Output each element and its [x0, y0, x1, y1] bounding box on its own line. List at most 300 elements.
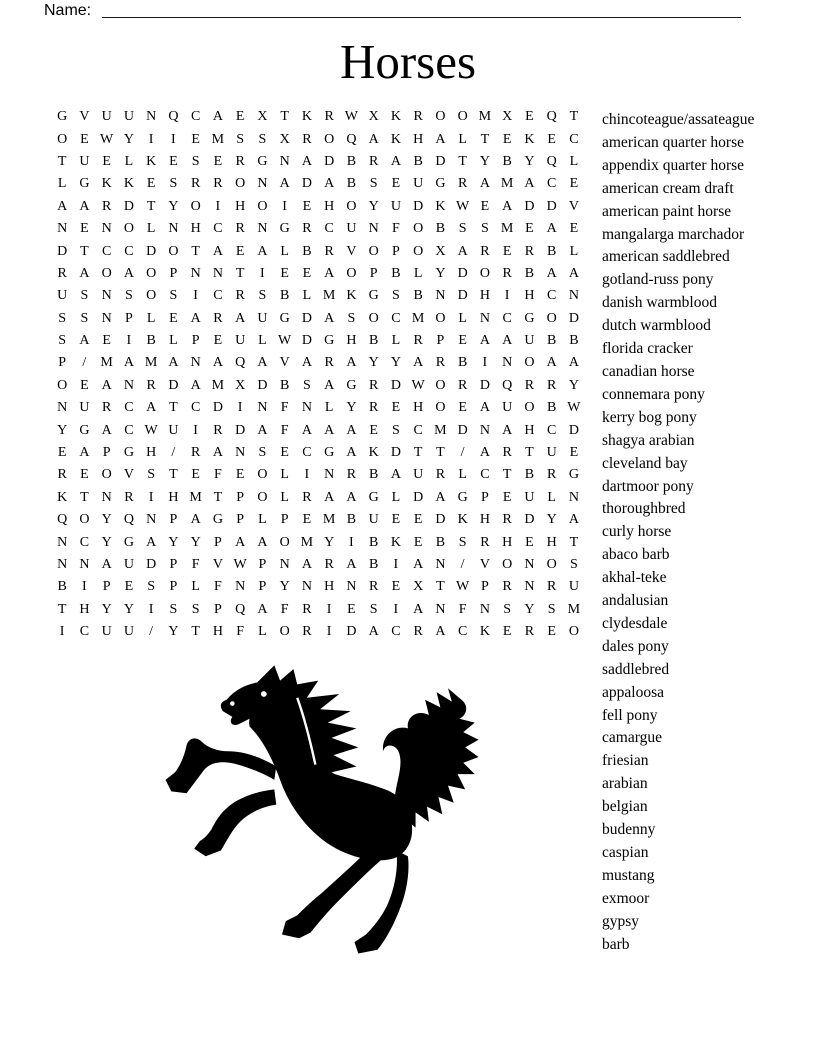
grid-cell: B [524, 265, 535, 281]
grid-cell: O [457, 109, 468, 125]
grid-cell: U [79, 400, 90, 416]
grid-cell: E [525, 109, 534, 125]
word-list-item: fell pony [602, 706, 658, 724]
grid-cell: T [280, 109, 289, 125]
grid-cell: E [57, 445, 67, 461]
grid-cell: N [301, 400, 312, 416]
grid-cell: E [146, 176, 156, 192]
grid-cell: A [324, 377, 335, 393]
grid-cell: C [190, 400, 201, 416]
grid-cell: S [503, 601, 512, 617]
grid-cell: E [302, 512, 312, 528]
grid-cell: A [457, 243, 468, 259]
grid-cell: T [569, 109, 579, 125]
grid-cell: R [502, 579, 512, 595]
grid-cell: E [280, 445, 289, 461]
grid-cell: E [302, 265, 312, 281]
grid-cell: I [282, 198, 287, 214]
grid-cell: T [191, 624, 200, 640]
grid-cell: R [480, 243, 490, 259]
grid-cell: I [215, 198, 221, 214]
grid-cell: D [324, 153, 335, 169]
grid-cell: A [546, 221, 557, 237]
grid-cell: B [346, 153, 357, 169]
grid-cell: C [391, 310, 401, 326]
grid-cell: X [279, 131, 290, 147]
grid-cell: W [233, 557, 247, 572]
grid-cell: R [190, 445, 201, 461]
grid-cell: D [235, 422, 246, 438]
grid-cell: C [302, 445, 312, 461]
grid-cell: U [235, 333, 246, 349]
grid-cell: G [368, 288, 379, 304]
grid-cell: R [213, 310, 223, 326]
grid-cell: O [568, 624, 579, 640]
grid-cell: U [57, 288, 68, 304]
grid-cell: A [479, 445, 490, 461]
grid-cell: E [102, 333, 111, 349]
grid-cell: N [57, 221, 68, 237]
grid-cell: A [257, 243, 268, 259]
grid-cell: G [346, 377, 357, 393]
grid-cell: L [280, 489, 289, 505]
grid-cell: P [391, 243, 400, 259]
grid-cell: Y [524, 153, 535, 169]
grid-cell: I [193, 288, 198, 304]
grid-cell: R [235, 288, 245, 304]
grid-cell: Q [57, 512, 68, 528]
grid-cell: F [213, 579, 222, 595]
grid-cell: M [100, 355, 113, 371]
grid-cell: G [568, 467, 579, 483]
grid-cell: C [124, 243, 134, 259]
grid-cell: D [168, 377, 179, 393]
grid-cell: I [326, 601, 332, 617]
grid-cell: O [279, 534, 290, 550]
grid-cell: R [480, 534, 490, 550]
grid-cell: U [546, 445, 557, 461]
grid-cell: L [146, 310, 156, 326]
grid-cell: R [302, 489, 312, 505]
grid-cell: O [368, 310, 379, 326]
grid-cell: E [458, 400, 467, 416]
grid-cell: E [80, 221, 89, 237]
grid-cell: E [480, 198, 490, 214]
word-list-item: dales pony [602, 637, 669, 655]
word-list-item: camargue [602, 729, 662, 747]
grid-cell: A [257, 355, 268, 371]
word-list-item: american quarter horse [602, 133, 745, 151]
grid-cell: S [458, 534, 467, 550]
grid-cell: C [391, 624, 401, 640]
grid-cell: A [324, 422, 335, 438]
grid-cell: S [369, 601, 378, 617]
grid-cell: D [479, 377, 490, 393]
grid-cell: I [393, 557, 399, 572]
grid-cell: B [435, 534, 446, 550]
grid-cell: Q [123, 512, 134, 528]
grid-cell: D [457, 265, 468, 281]
grid-cell: L [413, 265, 423, 281]
grid-cell: A [212, 109, 223, 125]
grid-cell: H [413, 400, 424, 416]
grid-cell: C [213, 221, 223, 237]
grid-cell: V [79, 109, 90, 125]
grid-cell: R [546, 377, 557, 393]
word-list-item: budenny [602, 821, 656, 839]
grid-cell: M [211, 377, 225, 393]
grid-cell: L [302, 288, 312, 304]
word-list-item: clydesdale [602, 614, 668, 632]
grid-cell: M [478, 109, 492, 125]
grid-cell: L [57, 176, 67, 192]
grid-cell: I [148, 489, 154, 505]
grid-cell: I [59, 624, 65, 640]
word-list-item: appaloosa [602, 683, 664, 701]
grid-cell: N [279, 153, 290, 169]
grid-cell: A [79, 333, 90, 349]
grid-cell: N [212, 265, 223, 281]
grid-cell: R [502, 445, 512, 461]
grid-cell: B [435, 221, 446, 237]
grid-cell: P [236, 489, 245, 505]
grid-cell: Y [168, 624, 179, 640]
grid-cell: L [391, 333, 401, 349]
grid-cell: Y [546, 512, 557, 528]
grid-cell: Q [502, 377, 513, 393]
grid-cell: A [479, 400, 490, 416]
grid-cell: S [191, 601, 200, 617]
grid-cell: D [435, 512, 446, 528]
grid-cell: S [124, 288, 133, 304]
grid-cell: O [57, 377, 68, 393]
grid-cell: N [146, 109, 157, 125]
grid-cell: P [213, 534, 222, 550]
grid-cell: T [146, 198, 156, 214]
grid-cell: M [322, 288, 336, 304]
grid-cell: T [80, 489, 89, 505]
grid-cell: B [569, 333, 579, 349]
grid-cell: E [502, 489, 512, 505]
grid-cell: B [546, 333, 557, 349]
horse-front-leg-lower [194, 789, 276, 856]
grid-cell: G [79, 422, 90, 438]
grid-cell: S [191, 153, 200, 169]
grid-cell: T [80, 243, 89, 259]
grid-cell: I [148, 601, 154, 617]
grid-cell: L [280, 467, 289, 483]
grid-cell: C [79, 624, 90, 640]
grid-cell: A [546, 265, 557, 281]
grid-cell: T [436, 579, 445, 595]
grid-cell: P [169, 265, 178, 281]
grid-cell: P [169, 579, 178, 595]
grid-cell: N [168, 221, 179, 237]
grid-cell: T [502, 467, 512, 483]
grid-cell: P [258, 557, 267, 572]
grid-cell: N [190, 265, 201, 281]
grid-cell: Y [190, 534, 201, 550]
grid-cell: E [369, 422, 378, 438]
grid-cell: O [502, 557, 513, 572]
grid-cell: S [347, 310, 356, 326]
grid-cell: U [502, 400, 513, 416]
grid-cell: N [101, 310, 112, 326]
grid-cell: V [212, 557, 223, 572]
grid-cell: R [546, 467, 557, 483]
grid-cell: R [235, 221, 245, 237]
grid-cell: H [212, 624, 223, 640]
word-list-item: gotland-russ pony [602, 271, 714, 289]
grid-cell: W [456, 579, 470, 595]
grid-cell: A [479, 333, 490, 349]
grid-cell: K [524, 131, 535, 147]
grid-cell: T [169, 400, 178, 416]
grid-cell: Q [546, 153, 557, 169]
grid-cell: S [480, 221, 489, 237]
grid-cell: N [479, 310, 490, 326]
grid-cell: P [480, 489, 489, 505]
grid-cell: B [346, 512, 357, 528]
grid-cell: X [435, 243, 446, 259]
grid-cell: F [458, 601, 467, 617]
grid-cell: G [457, 489, 468, 505]
word-list-item: caspian [602, 844, 649, 861]
grid-cell: A [390, 153, 401, 169]
grid-cell: R [413, 624, 423, 640]
grid-cell: D [390, 445, 401, 461]
grid-cell: R [524, 243, 535, 259]
grid-cell: A [235, 534, 246, 550]
grid-cell: E [213, 153, 223, 169]
grid-cell: P [280, 512, 289, 528]
grid-cell: A [413, 355, 424, 371]
grid-cell: K [146, 153, 157, 169]
grid-cell: N [79, 557, 90, 572]
word-list-item: belgian [602, 798, 648, 816]
grid-cell: O [524, 355, 535, 371]
grid-cell: C [79, 534, 90, 550]
grid-cell: X [368, 109, 379, 125]
grid-cell: R [302, 624, 312, 640]
name-label: Name: [44, 2, 92, 19]
grid-cell: C [457, 624, 468, 640]
grid-cell: W [411, 377, 425, 393]
grid-cell: O [101, 467, 112, 483]
grid-cell: Y [346, 400, 357, 416]
grid-cell: T [525, 445, 534, 461]
grid-cell: Y [168, 198, 179, 214]
grid-cell: A [101, 422, 112, 438]
grid-cell: S [569, 557, 578, 572]
grid-cell: A [324, 489, 335, 505]
grid-cell: A [257, 601, 268, 617]
horse-front-leg-upper [166, 738, 277, 793]
grid-cell: S [302, 377, 311, 393]
grid-cell: O [57, 131, 68, 147]
grid-cell: R [101, 198, 112, 214]
grid-cell: O [435, 310, 446, 326]
grid-cell: Q [235, 601, 246, 617]
grid-cell: O [435, 109, 446, 125]
grid-cell: N [257, 400, 268, 416]
grid-cell: Y [101, 512, 112, 528]
grid-cell: E [302, 198, 312, 214]
grid-cell: W [144, 422, 158, 438]
word-list-item: chincoteague/assateague [602, 111, 755, 128]
grid-cell: E [391, 512, 401, 528]
grid-cell: E [80, 377, 89, 393]
grid-cell: R [302, 221, 312, 237]
grid-cell: U [123, 624, 134, 640]
grid-cell: C [546, 422, 557, 438]
grid-cell: Y [101, 534, 112, 550]
grid-cell: K [435, 198, 446, 214]
grid-cell: I [260, 265, 265, 281]
grid-cell: O [279, 624, 290, 640]
grid-cell: R [524, 377, 535, 393]
grid-cell: O [190, 198, 201, 214]
grid-cell: A [324, 265, 335, 281]
grid-cell: G [368, 489, 379, 505]
grid-cell: E [413, 512, 423, 528]
grid-cell: S [58, 333, 67, 349]
grid-cell: S [169, 176, 178, 192]
grid-cell: A [368, 131, 379, 147]
grid-cell: N [257, 221, 268, 237]
grid-cell: Y [524, 601, 535, 617]
grid-cell: K [390, 131, 401, 147]
horse-silhouette-image [156, 658, 490, 980]
grid-cell: C [546, 176, 557, 192]
grid-cell: B [57, 579, 67, 595]
grid-cell: P [58, 355, 67, 371]
grid-cell: E [502, 243, 512, 259]
grid-cell: D [568, 310, 579, 326]
grid-cell: E [80, 467, 89, 483]
grid-cell: C [190, 109, 201, 125]
grid-cell: T [480, 131, 490, 147]
grid-cell: A [301, 355, 312, 371]
grid-cell: G [79, 176, 90, 192]
grid-cell: P [169, 512, 178, 528]
grid-cell: G [123, 445, 134, 461]
grid-cell: L [569, 243, 579, 259]
grid-cell: S [258, 445, 267, 461]
word-list [602, 109, 812, 957]
grid-cell: N [435, 601, 446, 617]
grid-cell: U [413, 467, 424, 483]
grid-cell: E [235, 467, 245, 483]
grid-cell: E [525, 221, 534, 237]
grid-cell: A [546, 355, 557, 371]
grid-cell: A [413, 601, 424, 617]
grid-cell: B [413, 288, 423, 304]
grid-cell: L [458, 131, 467, 147]
grid-cell: A [212, 243, 223, 259]
grid-cell: R [457, 176, 468, 192]
grid-cell: L [124, 153, 134, 169]
grid-cell: N [190, 355, 201, 371]
grid-cell: D [301, 310, 312, 326]
grid-cell: I [171, 131, 176, 147]
grid-cell: A [79, 445, 90, 461]
grid-cell: R [368, 377, 379, 393]
grid-cell: P [102, 579, 111, 595]
grid-cell: O [413, 243, 424, 259]
word-list-item: mustang [602, 866, 655, 884]
grid-cell: D [212, 400, 223, 416]
grid-cell: O [79, 512, 90, 528]
grid-cell: C [480, 467, 490, 483]
word-list-item: dutch warmblood [602, 317, 711, 335]
word-list-item: cleveland bay [602, 454, 688, 472]
grid-cell: K [390, 109, 401, 125]
grid-cell: P [191, 333, 200, 349]
grid-cell: K [346, 288, 357, 304]
grid-cell: T [235, 265, 245, 281]
grid-cell: N [57, 557, 68, 572]
grid-cell: Y [568, 377, 579, 393]
grid-cell: O [346, 198, 357, 214]
grid-cell: E [569, 221, 579, 237]
grid-cell: Y [101, 601, 112, 617]
grid-cell: Y [123, 131, 134, 147]
word-list-item: dartmoor pony [602, 477, 694, 495]
grid-cell: Q [346, 131, 357, 147]
grid-cell: G [257, 153, 268, 169]
grid-cell: / [82, 355, 87, 371]
horse-nostril [230, 701, 235, 706]
grid-cell: D [524, 512, 535, 528]
grid-cell: D [413, 489, 424, 505]
grid-cell: A [301, 153, 312, 169]
grid-cell: E [413, 534, 423, 550]
grid-cell: R [302, 131, 312, 147]
grid-cell: N [524, 557, 535, 572]
grid-cell: V [279, 355, 290, 371]
grid-cell: E [502, 131, 512, 147]
grid-cell: Q [546, 109, 557, 125]
grid-cell: E [391, 400, 401, 416]
grid-cell: I [148, 131, 154, 147]
grid-cell: N [346, 579, 357, 595]
grid-cell: M [144, 355, 158, 371]
grid-cell: S [58, 310, 67, 326]
grid-cell: N [324, 467, 335, 483]
grid-cell: T [213, 489, 223, 505]
grid-cell: B [391, 265, 401, 281]
grid-cell: B [457, 355, 468, 371]
grid-cell: A [502, 333, 513, 349]
grid-cell: N [301, 579, 312, 595]
grid-cell: D [146, 243, 157, 259]
grid-cell: P [436, 333, 445, 349]
grid-cell: O [257, 489, 268, 505]
grid-cell: Y [123, 601, 134, 617]
grid-cell: P [369, 265, 378, 281]
grid-cell: R [546, 579, 557, 595]
grid-cell: N [57, 400, 68, 416]
grid-cell: N [368, 221, 379, 237]
grid-cell: L [547, 489, 556, 505]
grid-cell: A [368, 624, 379, 640]
grid-cell: T [458, 153, 467, 169]
grid-cell: S [236, 131, 245, 147]
grid-cell: V [479, 557, 490, 572]
grid-cell: B [546, 400, 557, 416]
grid-cell: K [301, 109, 312, 125]
